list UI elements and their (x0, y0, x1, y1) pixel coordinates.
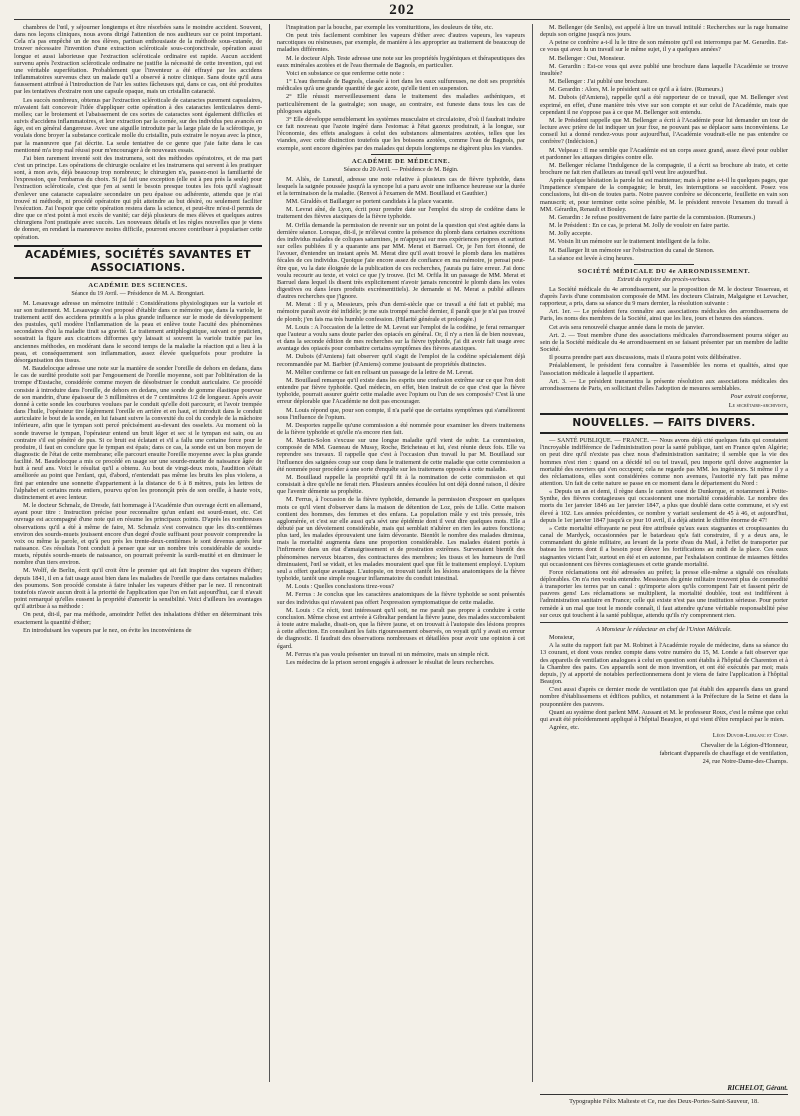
letter-recipient: A Monsieur le rédacteur en chef de l'Union Médicale. (596, 625, 732, 633)
divider (540, 622, 788, 623)
article-paragraph: A la suite du rapport fait par M. Robinet à l'Académie royale de médecine, dans sa séance du 13 courant, et dont vous rendez compte dans votre numéro du 15, M. Londe a fait observer que des appareils de ventilation analogues à celui en question sont établis à l'hôpital de Charenton et à la Chambre des pairs. Ces appareils sont de mon invention, et ont été exécutés par moi; mais depuis, j'y ai apporté de notables perfectionnemens dont je viens de faire l'application à l'hôpital Beaujon. (540, 642, 788, 686)
column1-intro (14, 24, 262, 241)
short-rule (634, 264, 694, 265)
article-paragraph: M. Merat : Il y a, Messieurs, près d'un demi-siècle que ce travail a été fait et publié; ma mémoire paraît avoir été infidèle; je me suis trompé marché dernier, il paraît que je n'ai pas trouvé de plomb; j'en fais ma très humble confession. (Hilarité générale et prolongée.) (277, 301, 525, 323)
column3-letter (540, 642, 788, 731)
text-columns (14, 24, 790, 1082)
article-paragraph: Après quelque hésitation la parole lui est maintenue; mais à peine a-t-il lu quelques pages, que l'impatience s'empare de la compagnie; le bruit, les interruptions se succèdent. Posez vos conclusions, lui dit-on de toutes parts. Notre pauvre confrère se déconcerte, feuillette en vain son manuscrit; et, pour terminer cette scène pénible, M. le président renvoie l'examen du travail à MM. Gérardin, Renault et Bouley. (540, 177, 788, 213)
subhead-academie-medecine: ACADÉMIE DE MÉDECINE. (351, 157, 451, 165)
article-paragraph: On peut très facilement combiner les vapeurs d'éther avec d'autres vapeurs, les vapeurs narcotiques ou résineuses, par exemple, de manière à les approprier au traitement de beaucoup de maladies différentes. (277, 32, 525, 54)
article-paragraph: M. Bellenger (de Senlis), est appelé à lire un travail intitulé : Recherches sur la rage humaine depuis son origine jusqu'à nos jours. (540, 24, 788, 39)
sender-name: Léon Duvoir-Leblanc et Comp. (712, 732, 788, 740)
article-paragraph: M. Levrat aîné, de Lyon, écrit pour prendre date sur l'emploi du sirop de codéine dans le traitement des fièvres ataxiques de la fièvre typhoïde. (277, 206, 525, 221)
column3-news (540, 437, 788, 619)
signature: Le secrétaire-archiviste, (728, 402, 788, 410)
article-paragraph: » Cette mortalité effrayante ne peut être attribuée qu'aux eaux stagnantes et croupissantes du canal de Mardyck, occasionnées par le batardeau qu'a fait construire, il y a deux ans, le commandant du génie militaire, au levant de la porte d'eau du Mail, à l'effet de transporter par bateau les terres dont il a besoin pour élever les fortifications au midi de la place. Ces eaux stagnantes viciant l'air, surtout en été et en automne, par l'exhalaison continue de miasmes fétides qui occasionnent ces fièvres contagieuses et cette grande mortalité. (540, 524, 788, 568)
article-paragraph: M. Desportes rappelle qu'une commission a été nommée pour examiner les divers traitemens de la fièvre typhoïde et qu'elle n'a encore rien fait. (277, 421, 525, 436)
letter-salutation: Monsieur, (549, 634, 575, 642)
article-paragraph: Art. 2. — Tout membre d'une des associations médicales d'arrondissement pourra siéger au sein de la Société médicale du 4e arrondissement en se faisant présenter par un membre de ladite Société. (540, 331, 788, 354)
article-paragraph: M. le Président : En ce cas, je prierai M. Jolly de vouloir en faire partie. (549, 222, 730, 230)
article-paragraph: M. Baudelocque adresse une note sur la manière de sonder l'oreille de dehors en dedans, dans le cas de surdité produite soit par l'engouement de l'oreille moyenne, soit par l'oblitération de la trompe d'Eustache, considérée comme moyen de désobstruer le conduit auriculaire. Ce procédé consiste à introduire dans l'oreille, de dehors en dedans, une sonde de gomme élastique pourvue de son mandrin, d'une épaisseur de 3 millimètres et de 7 centimètres 1/2 de longueur. Après avoir donné à cette sonde les courbures voulues par le conduit qu'elle doit parcourir, et l'avoir trempée dans l'huile, l'opérateur tire légèrement l'oreille en arrière et en haut, et introduit dans le conduit auriculaire le bout de la sonde, en lui faisant suivre la convexité du col du condyle de la mâchoire inférieure, afin que le tympan soit percé précisément au-devant des osselets. Au moment où la sonde traverse le tympan, l'opérateur entend un bruit léger et sec si le tympan est sain, ou au contraire s'il est pénétré de pus. Si ce bruit est éclatant et s'il a fallu une certaine force pour le produire, il faut en conclure que le tympan est épais; dans ce cas, la sonde est un bon moyen de diagnostic de l'état de cette membrane; elle parcourt ensuite l'oreille moyenne avec la plus grande facilité. M. Baudelocque a mis ce procédé en usage sur une sourde-muette de naissance âgée de huit à neuf ans. Voici le résultat qu'il a obtenu. Au bout de vingt-deux mois, l'audition s'était améliorée au point que l'enfant, qui, d'abord, n'entendait pas même les bruits les plus violens, a fini par entendre une sonnette d'appartement à la distance de 6 à 8 mètres, puis les lettres de l'alphabet et certains mots entiers, pourvu qu'on les prononçât près de son oreille, à haute voix, distinctement et avec lenteur. (14, 365, 262, 501)
article-paragraph: Agréez, etc. (549, 723, 580, 731)
article-paragraph: J'ai bien rarement inventé soit des instrumens, soit des méthodes opératoires, et de ma part c'est un principe. Les opérations de chirurgie oculaire et les instrumens qui servent à les pratiquer sont, à mon avis, déjà beaucoup trop nombreux; le chirurgien n'a, passez-moi la familiarité de l'expression, que l'embarras du choix. Si j'ai fait une exception (elle est à peu près la seule) pour l'extraction scléroticale, c'est que j'en ai senti le besoin presque toutes les fois qu'il s'agissait d'enlever une cataracte capsulaire secondaire un peu épaisse ou adhérente, attendu que je n'ai trouvé ni méthode, ni procédé opératoire qui pût atteindre au but désiré, ou seulement faciliter l'exécution. J'ai l'espoir que cette opération restera dans la science, et peut-être m'est-il permis de dire que ce n'est point à moi excès de vanité; car déjà plusieurs de mes élèves et quelques autres chirurgiens l'ont pratiquée avec succès. Les nouveaux détails et les règles nouvelles que je viens de donner, en rendant la manœuvre moins difficile, pourront encore contribuer à populariser cette opération. (14, 154, 262, 241)
session-line: Séance du 20 Avril. — Présidence de M. Bégin. (343, 166, 459, 173)
article-paragraph: M. Lesauvage adresse un mémoire intitulé : Considérations physiologiques sur la variole et sur son traitement. M. Lesauvage s'est proposé d'établir dans ce mémoire que, dans la variole, le traitement actif des accidens primitifs a la plus grande influence sur le mode de développement des pustules, qu'il modère l'inflammation de la peau et enlève toute l'acuité des phénomènes secondaires d'où la maladie tirait sa gravité. Le traitement antiphlogistique, suivant ce praticien, soustrait la figure aux cicatrices difformes qu'y laissait si souvent la variole traitée par les anciennes méthodes, en modérant dans le second temps de la maladie la réaction qui a lieu à la peau, et conséquemment son inflammation, assez élevée quelquefois pour produire la désorganisation des tissus. (14, 299, 262, 364)
article-paragraph: Art. 3. — Le président transmettra la présente résolution aux associations médicales des arrondissemens de Paris, en sollicitant d'elles l'adoption de mesures semblables. (540, 377, 788, 392)
article-paragraph: Il pourra prendre part aux discussions, mais il n'aura point voix délibérative. (549, 354, 741, 362)
article-paragraph: — SANTÉ PUBLIQUE. — FRANCE. — Nous avons déjà cité quelques faits qui constatent l'incroyable indifférence de l'administration pour la santé publique, tant en France qu'en Algérie; on peut dire qu'il n'existe pas chez nous d'administration sanitaire; il semble que la vie des hommes n'est rien : quand on a décidé tel ou tel travail, peu importe qu'il doive augmenter la mortalité des ouvriers qui s'en occupent; cela ne regarde pas MM. les ingénieurs. Si même il y a des réclamations, elles sont considérées comme non avenues, l'autorité n'y fait pas même attention. Un fait de cette nature se passe en ce moment dans le département du Nord : (540, 437, 788, 487)
article-paragraph: M. Baillarger lit un mémoire sur l'obstruction du canal de Stenon. (549, 246, 715, 254)
footer-rule (540, 1094, 788, 1095)
article-paragraph: M. Jolly accepte. (549, 230, 593, 238)
column2-intro (277, 24, 525, 152)
article-paragraph: M. Orfila demande la permission de revenir sur un point de la question qui s'est agitée dans la dernière séance. Lorsque, dit-il, je m'élevai contre la présence du plomb dans certaines excrétions des individus malades de coliques saturnines, je m'appuyai sur mes expériences propres et surtout sur celles publiées il y a quarante ans par MM. Merat et Barruel. Or, je l'en fort étonné, de l'avouer, d'entendre un instant après M. Merat dire qu'il avait trouvé le plomb dans les matières fécales de ces individus. Quoique j'aie encore assez de confiance en ma mémoire, je pensai peut-être que, vu la date éloignée de la publication de ces recherches, j'aurais pu faire erreur. J'ai donc voulu recourir au texte, et voici ce que j'y trouve. (Ici M. Orfila lit un passage de MM. Merat et Barruel dans lequel ils disent très explicitement n'avoir jamais rencontré le plomb dans les voies digestives ou dans leurs produits excrémentitiels). Je demande si M. Merat a publié ailleurs d'autres recherches que j'ignore. (277, 221, 525, 301)
column3-intro (540, 24, 788, 262)
column3-society (540, 286, 788, 392)
article-paragraph: M. Martin-Solon s'excuse sur une longue maladie qu'il vient de subir. La commission, composée de MM. Gueneau de Mussy, Roche, Bricheteau et lui, s'est réunie deux fois. Elle va reprendre ses travaux. Il rappelle que c'est à l'occasion d'un travail lu par M. Bouillaud sur l'influence des saignées coup sur coup dans le traitement de cette maladie que cette commission a été nommée pour procéder à une sorte d'enquête sur les traitemens opposés à cette maladie. (277, 437, 525, 473)
article-paragraph: M. Velpeau : Il me semble que l'Académie est un corps assez grand, assez élevé pour oublier et pardonner les attaques dirigées contre elle. (540, 146, 788, 161)
article-paragraph: M. Louis : Quelles conclusions tirez-vous? (286, 583, 395, 591)
article-paragraph: M. le docteur Schmalz, de Dresde, fait hommage à l'Académie d'un ouvrage écrit en allemand, ayant pour titre : Instruction précise pour reconnaître qu'un enfant est sourd-muet, etc. Cet ouvrage est accompagné d'une note qui en résume les principaux points. D'après les nombreuses observations qu'il a été à même de faire, M. Schmalz s'est convaincu que les dix-centièmes environ des sourds-muets jouissent encore d'un degré d'ouïe suffisant pour pouvoir comprendre la voix ou même la parole, et qu'à peu près les trente-deux-centièmes le sont devenus après leur naissance. Ces résultats l'ont conduit à penser que sur un nombre très considérable de sourds-muets, réputés sourds-muets de naissance, on pourrait prévenir la surdi-mutité et en diminuer le nombre d'un tiers environ. (14, 502, 262, 567)
signoff: Pour extrait conforme, (730, 393, 788, 401)
article-paragraph: 2° Elle réussit merveilleusement dans le traitement des maladies asthéniques, et particulièrement de la gastralgie; son usage, au contraire, est funeste dans tous les cas de phlogoses aiguës. (277, 93, 525, 115)
article-paragraph: M. Ferrus, à l'occasion de la fièvre typhoïde, demande la permission d'exposer en quelques mots ce qu'il vient d'observer dans la maison de détention de Loz, près de Lille. Cette maison contient des hommes, des femmes et des enfans. La population mâle y est très pressée, très agglomérée, et c'est sur elle aussi qu'a sévi une épidémie dont il veut dire quelques mots. Elle a débuté par un dévoiement considérable, mais qui semblait n'altérer en rien les autres fonctions; plus tard, les malades éprouvaient une faim dévorante. Bientôt le nombre des malades diminua, mais la mortalité augmenta dans une proportion considérable. Les malades étaient portés à l'infirmerie dans un état d'amaigrissement et de prostration extrêmes. Survenaient bientôt des phénomènes nerveux bizarres, des contractures des membres; les tissus et les humeurs de l'œil diminuaient, l'œil se vidait, et les malades mouraient quel que fût le traitement employé. L'opium seul a offert quelque avantage. L'autopsie, on trouvait tantôt les lésions anatomiques de la fièvre typhoïde, tantôt une simple rougeur inflammatoire du conduit intestinal. (277, 496, 525, 583)
newspaper-page (14, 0, 790, 1116)
article-paragraph: La Société médicale du 4e arrondissement, sur la proposition de M. le docteur Tessereau, et d'après l'avis d'une commission composée de MM. les docteurs Clairain, Malgaigne et Levacher, rapporteur, a pris, dans sa séance du 9 mars dernier, la résolution suivante : (540, 285, 788, 308)
page-footer (540, 1084, 788, 1106)
article-paragraph: « Depuis un an et demi, il règne dans le canton ouest de Dunkerque, et notamment à Petite-Synthe, des fièvres contagieuses qui occasionnent une mortalité considérable. Le nombre des morts du 1er janvier 1846 au 1er janvier 1847, a plus que doublé dans cette commune, et s'y est élevé à 102. Les années précédentes, ce nombre y variait seulement de 45 à 46, et aujourd'hui, depuis le 1er janvier 1847 jusqu'à ce jour 10 avril, il a déjà atteint le chiffre énorme de 47! (540, 488, 788, 524)
article-paragraph: Art. 1er. — Le président fera connaître aux associations médicales des arrondissemens de Paris, les noms des membres de la Société, ainsi que les lieu, jours et heures des séances. (540, 308, 788, 323)
printer-line: Typographie Félix Malteste et Ce, rue des Deux-Portes-Saint-Sauveur, 18. (569, 1098, 759, 1105)
article-paragraph: C'est aussi d'après ce dernier mode de ventilation que j'ai établi des appareils dans un grand nombre d'établissemens et édifices publics, et notamment à la Préfecture de la Seine et dans la pouponnière des pauvres. (540, 686, 788, 708)
column-right (540, 24, 788, 1082)
session-line: Séance du 19 Avril. — Présidence de M. A. Brongniart. (71, 290, 205, 297)
article-paragraph: Préalablement, le président fera connaître à l'assemblée les noms et qualités, ainsi que l'association médicale à laquelle il appartient. (540, 362, 788, 377)
article-paragraph: M. Voisin lit un mémoire sur le traitement intelligent de la folie. (549, 238, 711, 246)
article-paragraph: Cet avis sera renouvelé chaque année dans le mois de janvier. (549, 323, 705, 331)
article-paragraph: M. Bellenger : Oui, Monsieur. (549, 54, 626, 62)
article-paragraph: En introduisant les vapeurs par le nez, on évite les inconvéniens de (23, 626, 192, 634)
sender-lines (540, 742, 788, 765)
column2-reports (277, 176, 525, 666)
column1-reports (14, 300, 262, 634)
section-banner-academies: ACADÉMIES, SOCIÉTÉS SAVANTES ET ASSOCIATIONS. (14, 245, 262, 279)
article-paragraph: M. Wolff, de Berlin, écrit qu'il croit être le premier qui ait fait inspirer des vapeurs d'éther; depuis 1841, il en a fait usage aussi bien dans les maladies de l'oreille que dans certaines maladies des poumons. Son procédé consiste à faire inhaler les vapeurs d'éther par le nez. Il rencontrait toutefois n'avoir aucun droit à la priorité de l'application que l'on en fait aujourd'hui, car il n'avait point remarqué qu'elles eussent la propriété d'amortir la sensibilité. Voici d'ailleurs les avantages qu'il attribue à sa méthode : (14, 567, 262, 611)
article-paragraph: On peut, dit-il, par ma méthode, amoindrir l'effet des inhalations d'éther en déterminant très exactement la quantité d'éther; (14, 611, 262, 626)
article-paragraph: M. Ferrus : Je conclus que les caractères anatomiques de la fièvre typhoïde se sont présentés sur des individus qui n'avaient pas offert l'expression symptomatique de cette maladie. (277, 591, 525, 606)
article-paragraph: M. Bellenger : J'ai publié une brochure. (549, 78, 649, 86)
article-paragraph: M. Bouillaud remarque qu'il existe dans les esprits une confusion extrême sur ce que l'on doit entendre par fièvre typhoïde. Quel médecin, en effet, bien instruit de ce que c'est que la fièvre typhoïde, pourrait assurer guérir cette maladie avec l'opium ou l'un de ses composés? C'est là une erreur déplorable que l'Académie ne doit pas encourager. (277, 376, 525, 406)
article-paragraph: Les médecins de la prison seront engagés à adresser le résultat de leurs recherches. (286, 658, 495, 666)
article-paragraph: M. Mélier confirme ce fait en relisant un passage de la lettre de M. Levrat. (286, 368, 474, 376)
article-paragraph: M. Louis : A l'occasion de la lettre de M. Levrat sur l'emploi de la codéine, je ferai remarquer que l'auteur a voulu sans doute parler des opiacés en général. Or, il n'y a rien là de bien nouveau, et dans la seconde édition de mes recherches sur la fièvre typhoïde, j'ai dit avoir fait usage avec avantage des opiacés pour combattre certains symptômes des fièvres ataxiques. (277, 323, 525, 353)
subhead-societe-medicale: SOCIÉTÉ MÉDICALE DU 4e ARRONDISSEMENT. (577, 267, 751, 275)
address-line: Chevalier de la Légion-d'Honneur, (700, 742, 788, 750)
header-rule (14, 19, 790, 20)
article-paragraph: 1° L'eau thermale de Bagnols, classée à tort dans les eaux sulfureuses, ne doit ses propriétés médicales qu'à une grande quantité de gaz azote, qu'elle tient en suspension. (277, 78, 525, 93)
article-paragraph: La séance est levée à cinq heures. (549, 254, 634, 262)
gerant-signature: RICHELOT, Gérant. (727, 1084, 788, 1092)
article-paragraph: Les succès nombreux, obtenus par l'extraction scléroticale de cataractes purement capsulaires, m'avaient fait concevoir l'idée d'appliquer cette opération à des cataractes lenticulaires demi-molles; car le broiement et l'abaissement de ces sortes de cataractes sont également difficiles et suivis d'accidens inflammatoires, et leur extraction par la cornée, sur des individus peu avancés en âge, est en général dangereuse. Avec une aiguille introduite par la large plaie de la sclérotique, je voulais donc broyer la substance corticale molle du cristallin, puis extraire le noyau avec la pince, par la manœuvre que j'ai décrite. La seule tentative de ce genre que j'aie faite dans le cas mentionné m'a trop mal réussi pour m'encourager à de nouveaux essais. (14, 96, 262, 154)
article-paragraph: Voici en substance ce que renferme cette note : (286, 69, 405, 77)
column-separator (532, 24, 533, 1082)
article-paragraph: A peine ce confrère a-t-il lu le titre de son mémoire qu'il est interrompu par M. Gerardin. Est-ce vous qui avez lu un travail sur le même sujet, il y a quelques années? (540, 39, 788, 54)
address-line: 24, rue Notre-Dame-des-Champs. (702, 758, 788, 766)
address-line: fabricant d'appareils de chauffage et de ventilation, (659, 750, 788, 758)
article-paragraph: M. Dubois (d'Amiens), rappelle qu'il a été rapporteur de ce travail, que M. Bellenger s'est exprimé, en effet, d'une manière très vive sur son compte et sur celui de l'Académie, mais que cependant il ne s'oppose pas à ce que M. Bellenger soit entendu. (540, 94, 788, 116)
subhead-extrait: Extrait du registre des procès-verbaux. (617, 276, 711, 283)
article-paragraph: M. Gerardin : Je refuse positivement de faire partie de la commission. (Rumeurs.) (549, 213, 756, 221)
article-paragraph: Quant au système dont parlent MM. Aussant et M. le professeur Roux, c'est le même que celui qui avait été précédemment appliqué à l'hôpital Beaujon, et qui vient d'être remplacé par le mien. (540, 708, 788, 723)
article-paragraph: M. Gerardin : Est-ce vous qui avez publié une brochure dans laquelle l'Académie se trouve insultée? (540, 62, 788, 77)
article-paragraph: M. Ferrus n'a pas voulu présenter un travail ni un mémoire, mais un simple récit. (286, 650, 490, 658)
article-paragraph: 3° Elle développe sensiblement les systèmes musculaire et circulatoire, d'où il faudrait induire ce fait nouveau que l'azote ingéré dans l'estomac à l'état gazeux produirait, à la longue, sur l'économie, des effets analogues à celui des substances alimentaires azotées, telles que les viandes, avec cette distinction toutefois que les boissons azotées, comme l'eau de Bagnols, par exemple, sont encore digérées par des malades qui depuis longtemps ne digèrent plus les viandes. (277, 115, 525, 152)
article-paragraph: M. Bouillaud rappelle la propriété qu'il fit à la nomination de cette commission et qui consistait à dire qu'elle ne ferait rien. Plusieurs années écoulées lui ont déjà donné raison, il désire que l'avenir démente sa prophétie. (277, 473, 525, 496)
article-paragraph: M. Louis répond que, pour son compte, il n'a parlé que de certains symptômes qui s'améliorent sous l'influence de l'opium. (277, 406, 525, 421)
article-paragraph: M. le Président rappelle que M. Bellenger a écrit à l'Académie pour lui demander un tour de lecture avec prière de lui indiquer un jour fixe, ne pouvant pas se déplacer sans inconvéniens. Le conseil lui a donné rendez-vous pour aujourd'hui, l'Académie voudrait-elle ne pas entendre ce confrère? (Indécision.) (540, 116, 788, 146)
article-paragraph: M. Aliès, de Luneuil, adresse une note relative à plusieurs cas de fièvre typhoïde, dans lesquels la saignée poussée jusqu'à la syncope lui a paru avoir une influence heureuse sur la durée et la terminaison de la maladie. (Renvoi à l'examen de MM. Bouillaud et Gauthier.) (277, 175, 525, 197)
article-paragraph: Force réclamations ont été adressées au préfet; la presse elle-même a signalé ces résultats déplorables. On n'a rien voulu entendre. Messieurs du génie militaire trouvent plus de commodité à transporter les terres par un canal : qu'importe alors qu'ils corrompent l'air et fassent périr de pauvres gens! Les réclamations se multiplient, la mortalité doublée, tout est indifférent à l'administration sanitaire en France; celle qui existe n'est pas une institution sérieuse. Pour porter remède à un mal que tout le monde connaît, il faut attendre qu'une véritable responsabilité pèse sur ceux qui touchent à la santé publique, attendu qu'ils n'y comprennent rien. (540, 568, 788, 619)
subhead-academie-sciences: ACADÉMIE DES SCIENCES. (88, 281, 188, 289)
column-middle (277, 24, 525, 1082)
article-paragraph: l'inspiration par la bouche, par exemple les vomituritions, les douleurs de tête, etc. (286, 24, 494, 31)
article-paragraph: chambres de l'œil, y séjourner longtemps et être résorbées sans le moindre accident. Souvent, dans nos leçons cliniques, nous avons dirigé l'attention de nos auditeurs sur ce point important. Cela n'a pas empêché un de nos élèves, partisan enthousiaste de la méthode sous-cutanée, de trouver nécessaire l'invention d'une extraction scléroticale sous-conjonctivale, opération aussi longue et aussi laborieuse que l'extraction scléroticale ordinaire est rapide. Aucun accident survenu après l'extraction scléroticale ordinaire ne justifie la nécessité de cette invention, qui est une véritable superfétation. Probablement que l'inventeur a été effrayé par les accidens inflammatoires survenus chez un malade qu'il a observé à notre clinique. Sans doute qu'il aura faussement attribué à l'introduction de l'air les suites fâcheuses qui, dans ce cas, ont été produites par les tentatives d'extraire non une capsule opaque, mais un cristallin cataracté. (14, 24, 262, 96)
article-paragraph: M. le docteur Alph. Teste adresse une note sur les propriétés hygiéniques et thérapeutiques des eaux minérales azotées et de l'eau thermale de Bagnols, en particulier. (277, 54, 525, 69)
short-rule (371, 154, 431, 155)
column-left (14, 24, 262, 1082)
article-paragraph: M. Gerardin : Alors, M. le président sait ce qu'il a à faire. (Rumeurs.) (549, 86, 724, 94)
section-banner-nouvelles: NOUVELLES. — FAITS DIVERS. (540, 413, 788, 434)
article-paragraph: M. Bellenger réclame l'indulgence de la compagnie, il a écrit sa brochure ab irato, et cette brochure ne fait rien d'ailleurs au travail qu'il veut lire aujourd'hui. (540, 161, 788, 176)
page-number: 202 (389, 2, 415, 18)
column-separator (269, 24, 270, 1082)
article-paragraph: M. Dubois (d'Amiens) fait observer qu'il s'agit de l'emploi de la codéine spécialement déjà recommandée par M. Barbier (d'Amiens) comme jouissant de propriétés distinctes. (277, 353, 525, 368)
article-paragraph: MM. Giraldès et Baillarger se portent candidats à la place vacante. (286, 198, 454, 206)
article-paragraph: M. Louis : Ce récit, tout intéressant qu'il soit, ne me paraît pas propre à conduire à cette conclusion. Même chose est arrivée à Gibraltar pendant la fièvre jaune, des malades succombaient à toute autre maladie, disait-on, que la fièvre jaune, et on trouvait à l'autopsie des lésions propres à cette affection. En consultant les faits rigoureusement observés, on voyait qu'il y avait eu erreur de diagnostic. Il faudrait des observations nombreuses et détaillées pour avoir une opinion à cet égard. (277, 606, 525, 650)
